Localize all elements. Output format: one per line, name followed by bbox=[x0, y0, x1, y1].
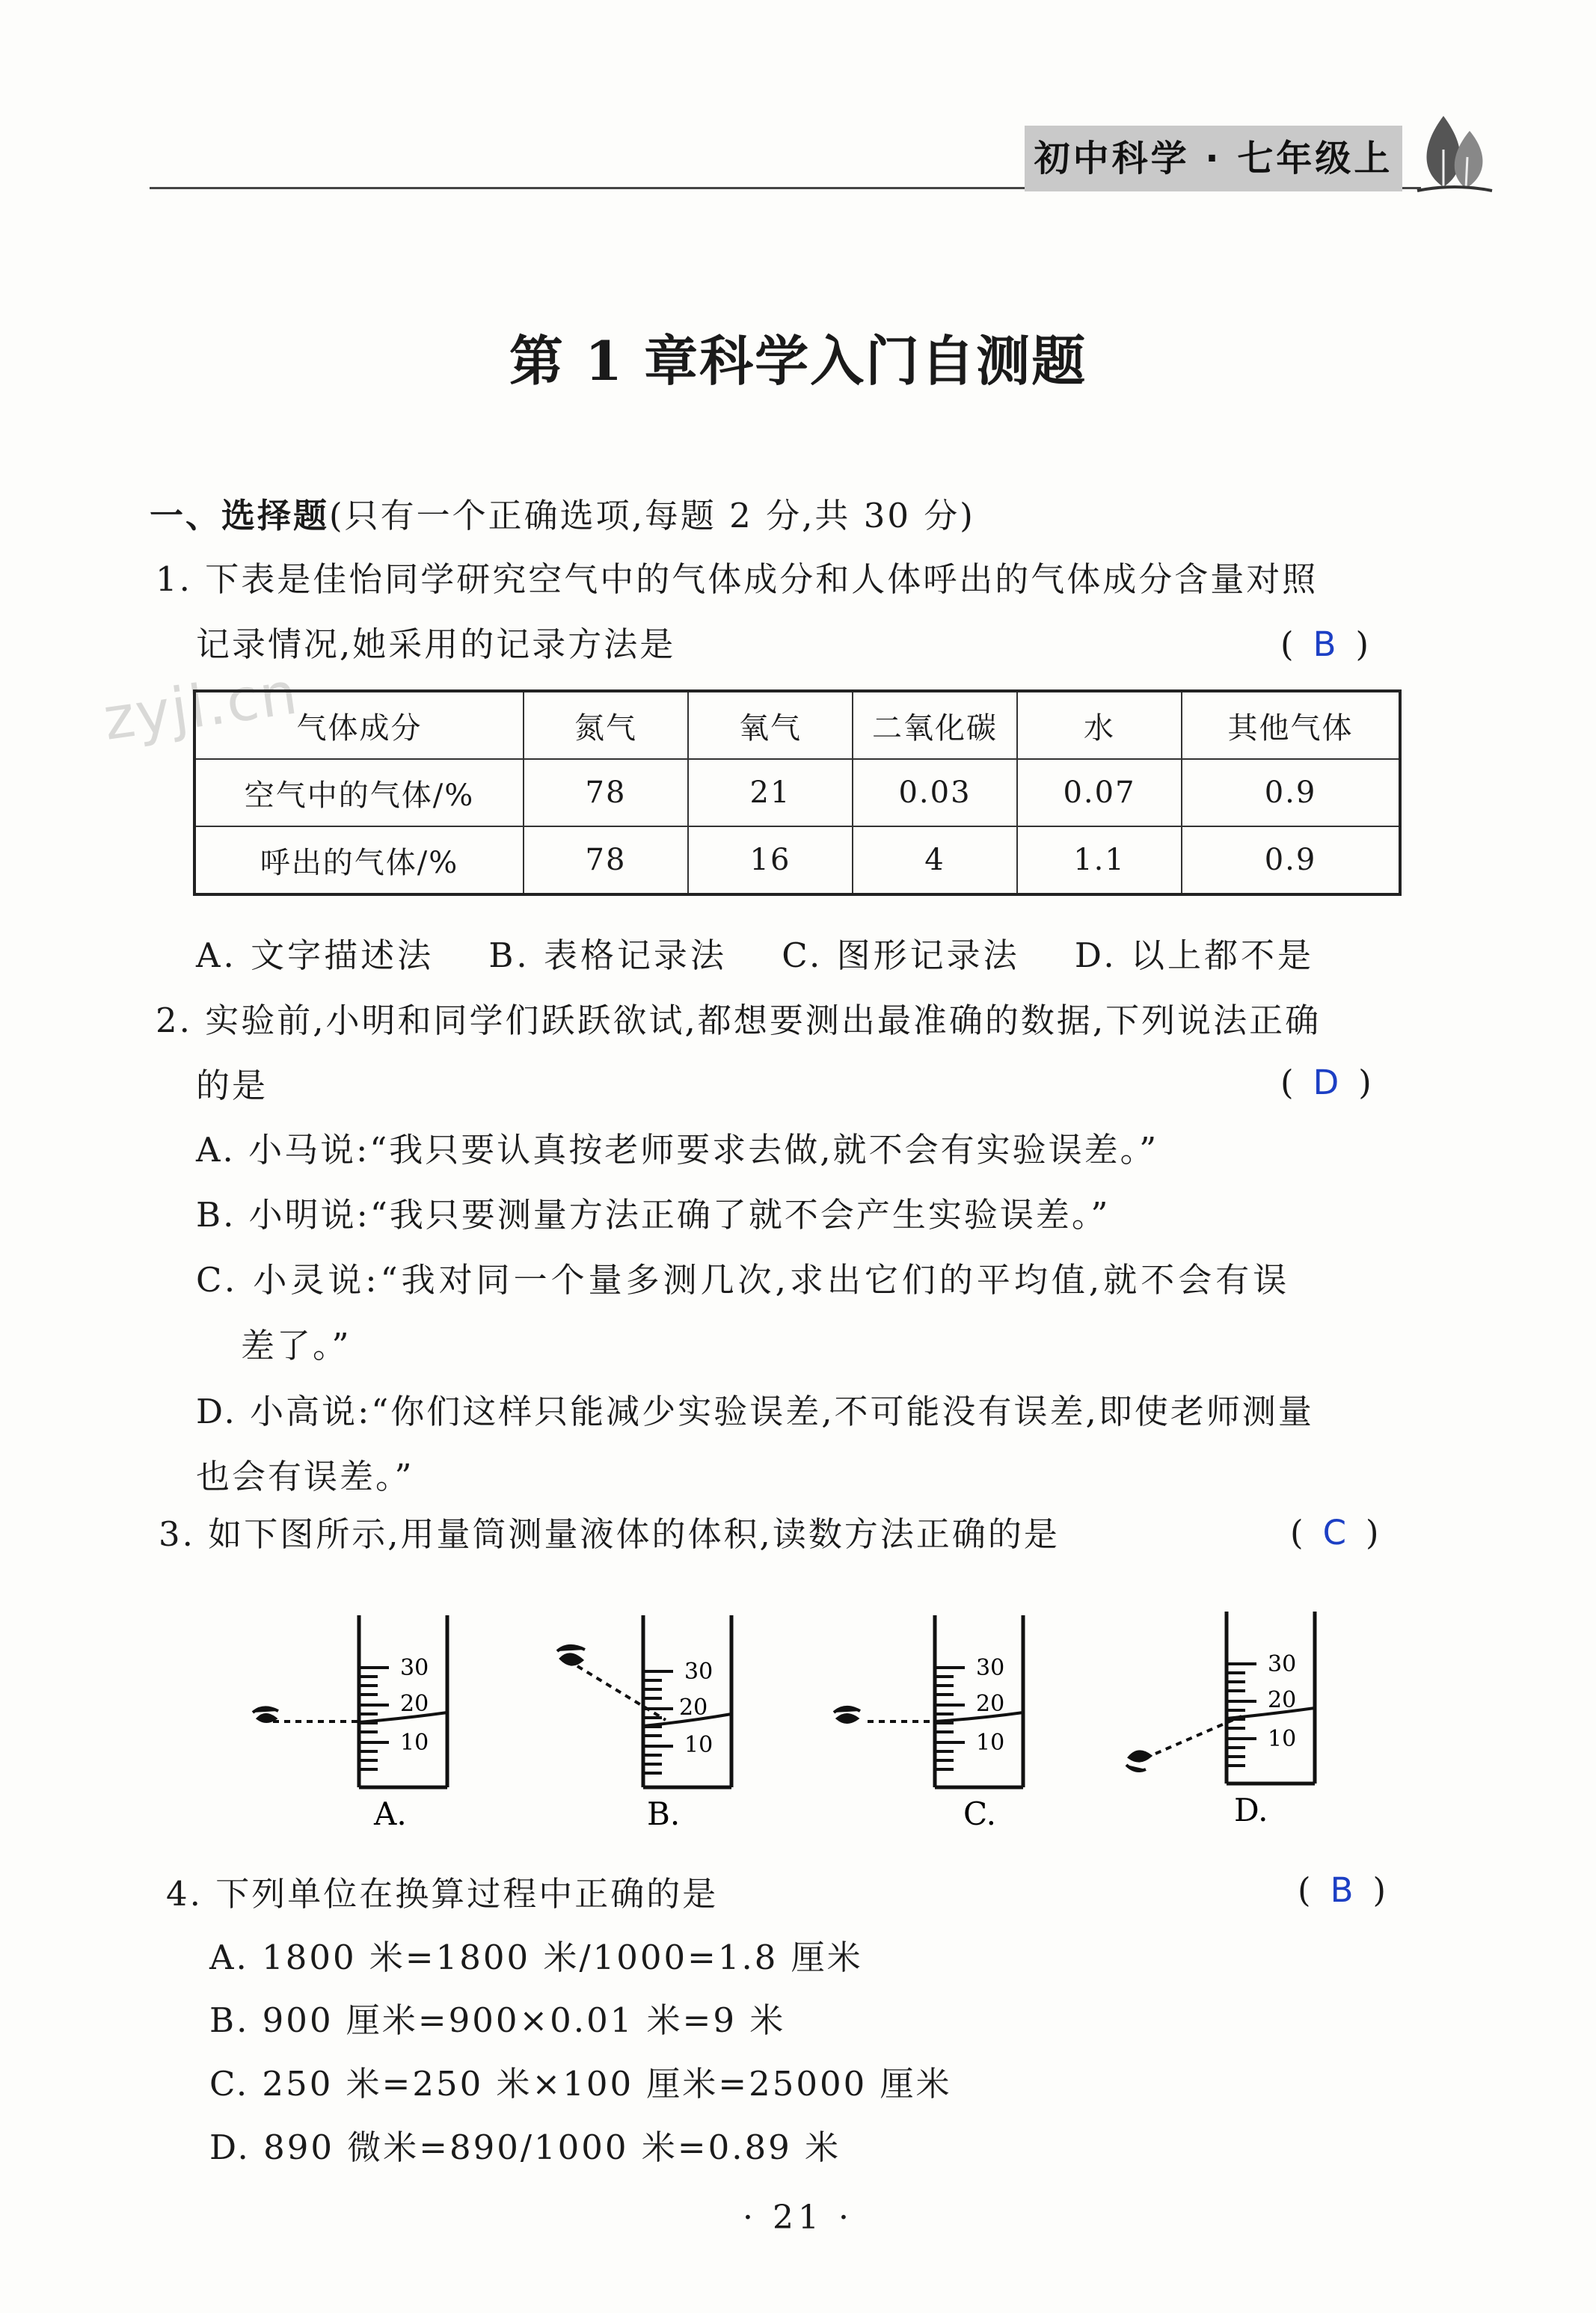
table-header-cell: 二氧化碳 bbox=[853, 691, 1017, 759]
q3-answer: ( C ) bbox=[1290, 1513, 1388, 1552]
table-header-cell: 氮气 bbox=[524, 691, 688, 759]
section-heading-line bbox=[150, 494, 975, 538]
cylinder-d bbox=[1126, 1612, 1315, 1828]
table-row bbox=[194, 826, 1400, 894]
figure-label-b: B. bbox=[647, 1796, 681, 1832]
q4-answer-letter: B bbox=[1330, 1870, 1363, 1910]
q2-answer-letter: D bbox=[1313, 1063, 1348, 1102]
table-header-cell: 气体成分 bbox=[194, 691, 524, 759]
q1-options: A. 文字描述法 B. 表格记录法 C. 图形记录法 D. 以上都不是 bbox=[196, 936, 1314, 975]
tick-label: 30 bbox=[400, 1655, 429, 1681]
q3-stem: 3. 如下图所示,用量筒测量液体的体积,读数方法正确的是 bbox=[159, 1514, 1060, 1554]
figure-label-a: A. bbox=[374, 1796, 407, 1832]
page-number: · 21 · bbox=[743, 2199, 853, 2237]
table-cell: 78 bbox=[524, 826, 688, 894]
tick-label: 20 bbox=[976, 1691, 1005, 1717]
q2-option-d-line1: D. 小高说:“你们这样只能减少实验误差,不可能没有误差,即使老师测量 bbox=[196, 1392, 1314, 1431]
q2-stem-line2: 的是 bbox=[196, 1066, 268, 1105]
table-row bbox=[194, 759, 1400, 826]
q4-answer: ( B ) bbox=[1298, 1870, 1395, 1910]
tick-label: 10 bbox=[1268, 1726, 1297, 1752]
table-header-row bbox=[194, 691, 1400, 759]
tick-label: 20 bbox=[679, 1695, 708, 1721]
tick-label: 20 bbox=[1268, 1687, 1297, 1713]
q2-answer: ( D ) bbox=[1280, 1063, 1381, 1102]
q2-option-a: A. 小马说:“我只要认真按老师要求去做,就不会有实验误差。” bbox=[196, 1130, 1159, 1170]
table-header-cell: 氧气 bbox=[688, 691, 853, 759]
tick-label: 30 bbox=[1268, 1651, 1297, 1677]
tick-label: 30 bbox=[684, 1659, 713, 1685]
cylinder-a bbox=[253, 1615, 447, 1832]
q3-answer-letter: C bbox=[1322, 1513, 1355, 1552]
chapter-title: 第 1 章科学入门自测题 bbox=[509, 329, 1087, 393]
table-cell: 1.1 bbox=[1017, 826, 1182, 894]
cylinder-reading-figure bbox=[239, 1600, 1331, 1847]
tick-label: 20 bbox=[400, 1691, 429, 1717]
q1-answer: ( B ) bbox=[1280, 624, 1378, 664]
table-cell: 4 bbox=[853, 826, 1017, 894]
gas-composition-table bbox=[193, 689, 1402, 896]
q2-option-b: B. 小明说:“我只要测量方法正确了就不会产生实验误差。” bbox=[196, 1195, 1111, 1235]
q1-stem-line1: 1. 下表是佳怡同学研究空气中的气体成分和人体呼出的气体成分含量对照 bbox=[156, 559, 1319, 599]
cylinder-c bbox=[834, 1615, 1023, 1832]
table-cell: 21 bbox=[688, 759, 853, 826]
table-cell: 0.9 bbox=[1182, 759, 1400, 826]
q4-option-d: D. 890 微米=890/1000 米=0.89 米 bbox=[209, 2128, 841, 2167]
table-cell: 0.9 bbox=[1182, 826, 1400, 894]
figure-label-d: D. bbox=[1234, 1792, 1268, 1828]
section-note: (只有一个正确选项,每题 2 分,共 30 分) bbox=[329, 496, 975, 535]
section-heading: 一、选择题 bbox=[150, 496, 330, 535]
table-cell: 0.07 bbox=[1017, 759, 1182, 826]
table-header-cell: 水 bbox=[1017, 691, 1182, 759]
watermark: zyjl.cn bbox=[99, 660, 303, 754]
q1-answer-letter: B bbox=[1313, 624, 1345, 664]
cylinder-b bbox=[557, 1615, 731, 1832]
figure-label-c: C. bbox=[963, 1796, 996, 1832]
q4-stem: 4. 下列单位在换算过程中正确的是 bbox=[166, 1874, 719, 1914]
tree-logo-icon bbox=[1414, 105, 1496, 194]
q2-option-c-line1: C. 小灵说:“我对同一个量多测几次,求出它们的平均值,就不会有误 bbox=[196, 1260, 1291, 1300]
q4-option-c: C. 250 米=250 米×100 厘米=25000 厘米 bbox=[209, 2064, 952, 2104]
q2-option-c-line2: 差了。” bbox=[241, 1326, 352, 1366]
q2-stem-line1: 2. 实验前,小明和同学们跃跃欲试,都想要测出最准确的数据,下列说法正确 bbox=[156, 1001, 1322, 1040]
header-title: 初中科学 · 七年级上 bbox=[1034, 138, 1393, 179]
table-header-cell: 其他气体 bbox=[1182, 691, 1400, 759]
table-cell: 0.03 bbox=[853, 759, 1017, 826]
table-cell: 78 bbox=[524, 759, 688, 826]
q2-option-d-line2: 也会有误差。” bbox=[196, 1457, 414, 1496]
q4-option-a: A. 1800 米=1800 米/1000=1.8 厘米 bbox=[209, 1938, 863, 1977]
table-cell: 空气中的气体/% bbox=[194, 759, 524, 826]
tick-label: 10 bbox=[976, 1730, 1005, 1756]
q4-option-b: B. 900 厘米=900×0.01 米=9 米 bbox=[209, 2000, 786, 2040]
table-cell: 呼出的气体/% bbox=[194, 826, 524, 894]
tick-label: 10 bbox=[684, 1732, 713, 1758]
tick-label: 30 bbox=[976, 1655, 1005, 1681]
tick-label: 10 bbox=[400, 1730, 429, 1756]
q1-stem-line2: 记录情况,她采用的记录方法是 bbox=[196, 624, 676, 664]
table-cell: 16 bbox=[688, 826, 853, 894]
